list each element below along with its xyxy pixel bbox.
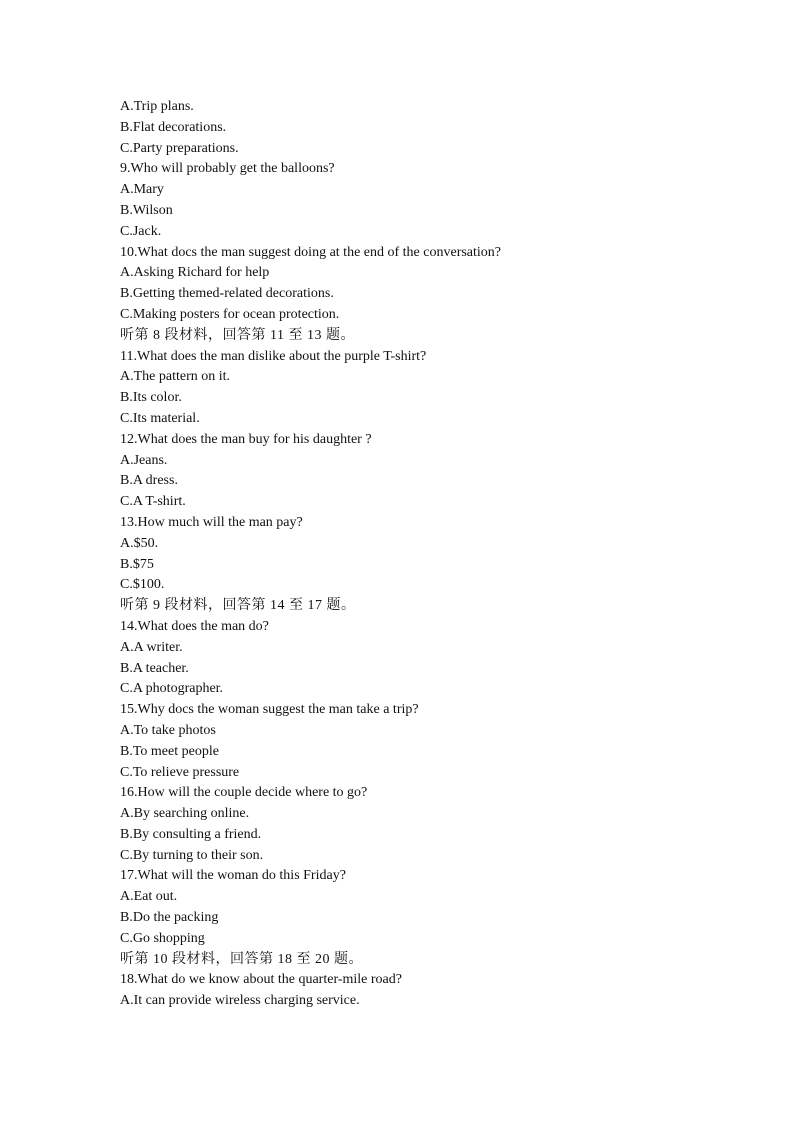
question-text: 14.What does the man do? (120, 618, 269, 634)
answer-option: C.To relieve pressure (120, 764, 240, 780)
answer-option: C.Go shopping (120, 930, 205, 946)
answer-option: C.A photographer. (120, 681, 224, 697)
answer-option: C.Jack. (120, 223, 162, 239)
question-text: 15.Why docs the woman suggest the man take a trip? (120, 702, 419, 718)
answer-option: B.Its color. (120, 390, 182, 406)
answer-option: B.Getting themed-related decorations. (120, 286, 334, 302)
answer-option: B.By consulting a friend. (120, 826, 262, 842)
question-text: 16.How will the couple decide where to go? (120, 785, 368, 801)
answer-option: A.To take photos (120, 722, 216, 738)
question-text: 18.What do we know about the quarter-mile road? (120, 972, 402, 988)
question-text: 11.What does the man dislike about the purple T-shirt? (120, 348, 427, 364)
answer-option: A.A writer. (120, 639, 183, 655)
answer-option: B.Flat decorations. (120, 119, 227, 135)
answer-option: A.Eat out. (120, 889, 178, 905)
answer-option: C.$100. (120, 577, 165, 593)
exam-text-block (120, 97, 760, 1012)
section-instruction: 听第 8 段材料，回答第 11 至 13 题。 (120, 327, 355, 343)
answer-option: B.$75 (120, 556, 154, 572)
answer-option: B.To meet people (120, 743, 219, 759)
answer-option: A.Trip plans. (120, 99, 194, 114)
answer-option: B.Do the packing (120, 910, 219, 926)
answer-option: B.A teacher. (120, 660, 189, 676)
answer-option: C.By turning to their son. (120, 847, 264, 863)
answer-option: B.A dress. (120, 473, 178, 489)
answer-option: A.The pattern on it. (120, 369, 231, 385)
answer-option: A.$50. (120, 535, 159, 551)
answer-option: B.Wilson (120, 202, 173, 218)
answer-option: C.Its material. (120, 410, 200, 426)
answer-option: A.Mary (120, 182, 164, 198)
section-instruction: 听第 9 段材料，回答第 14 至 17 题。 (120, 598, 356, 614)
answer-option: A.Asking Richard for help (120, 265, 270, 281)
question-text: 12.What does the man buy for his daughter ? (120, 431, 372, 447)
question-text: 13.How much will the man pay? (120, 514, 303, 530)
question-text: 17.What will the woman do this Friday? (120, 868, 346, 884)
question-text: 10.What docs the man suggest doing at the end of the conversation? (120, 244, 502, 260)
answer-option: C.Party preparations. (120, 140, 239, 156)
answer-option: A.It can provide wireless charging service. (120, 993, 360, 1009)
question-text: 9.Who will probably get the balloons? (120, 161, 335, 177)
answer-option: A.By searching online. (120, 806, 250, 822)
section-instruction: 听第 10 段材料，回答第 18 至 20 题。 (120, 951, 363, 967)
answer-option: C.Making posters for ocean protection. (120, 306, 340, 322)
answer-option: C.A T-shirt. (120, 494, 186, 510)
answer-option: A.Jeans. (120, 452, 168, 468)
